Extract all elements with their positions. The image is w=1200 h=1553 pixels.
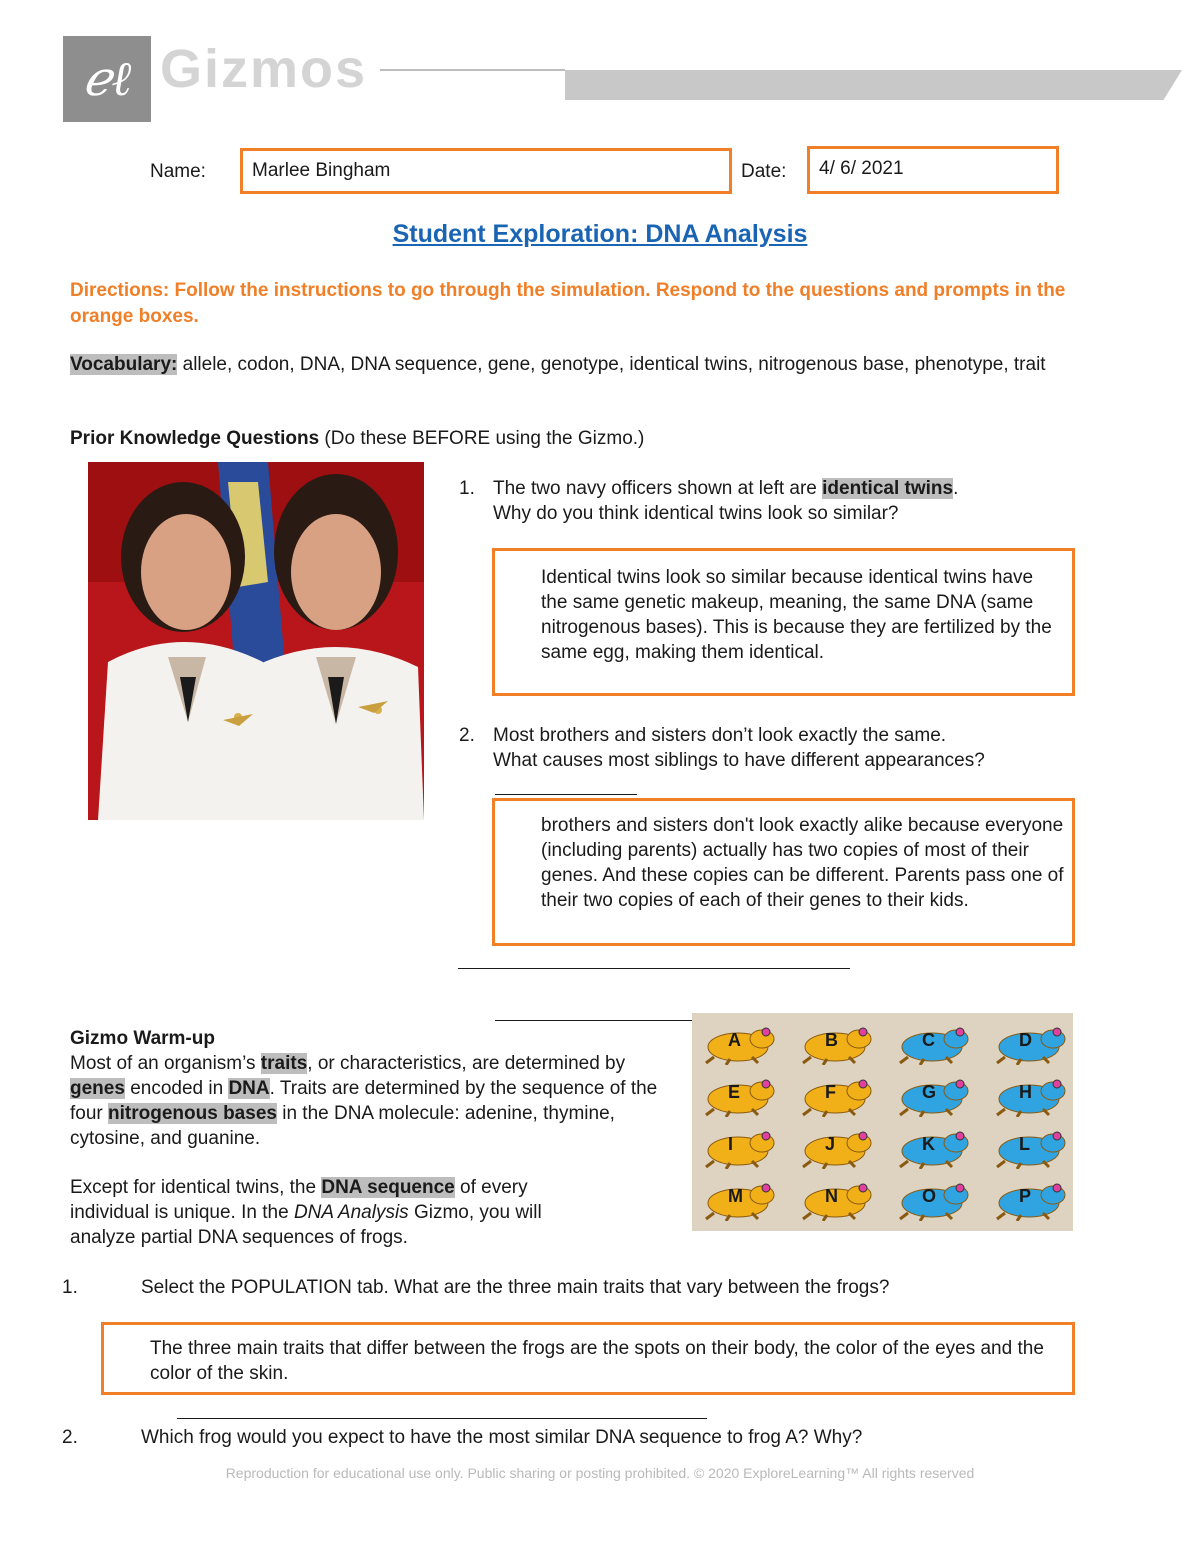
term-dna-sequence: DNA sequence xyxy=(321,1177,455,1198)
frog-label: P xyxy=(1019,1186,1032,1206)
frog-a xyxy=(700,1021,778,1065)
frog-p xyxy=(991,1177,1069,1221)
frog-k xyxy=(894,1125,972,1169)
frog-label: N xyxy=(825,1186,838,1206)
warmup-text: of every individual is unique. In the xyxy=(70,1177,528,1223)
frog-h xyxy=(991,1073,1069,1117)
name-field[interactable]: Marlee Bingham xyxy=(240,148,732,194)
prior-heading-bold: Prior Knowledge Questions xyxy=(70,428,320,449)
page-title: Student Exploration: DNA Analysis xyxy=(392,220,808,248)
prior-q2-text-b: What causes most siblings to have different appearances? xyxy=(493,750,985,771)
frog-label: H xyxy=(1019,1082,1032,1102)
prior-q1-text-a: The two navy officers shown at left are xyxy=(493,478,823,499)
name-label: Name: xyxy=(150,161,206,182)
frog-label: D xyxy=(1019,1030,1032,1050)
frog-icon xyxy=(797,1073,875,1117)
frog-label: B xyxy=(825,1030,838,1050)
vocabulary xyxy=(70,352,1060,377)
frog-l xyxy=(991,1125,1069,1169)
frog-label: L xyxy=(1019,1134,1030,1154)
frog-label: J xyxy=(825,1134,836,1154)
vocabulary-label: Vocabulary: xyxy=(70,354,178,375)
twins-photo xyxy=(88,462,424,820)
prior-q2-text-a: Most brothers and sisters don’t look exactly the same. xyxy=(493,725,947,746)
frog-o xyxy=(894,1177,972,1221)
term-dna: DNA xyxy=(228,1078,270,1099)
frog-n xyxy=(797,1177,875,1221)
warmup-heading: Gizmo Warm-up xyxy=(70,1028,215,1049)
frog-label: A xyxy=(728,1030,741,1050)
term-traits: traits xyxy=(260,1053,308,1074)
frog-label: M xyxy=(728,1186,743,1206)
frog-icon xyxy=(700,1125,778,1169)
warmup-text: Gizmo, you will analyze partial DNA sequences of frogs. xyxy=(70,1202,542,1248)
prior-subheading: (Do these BEFORE using the Gizmo.) xyxy=(319,428,645,449)
prior-answer-1[interactable]: Identical twins look so similar because identical twins have the same genetic makeup, meaning, the same DNA (same nitrogenous bases). This is because they are fertilized by the same egg, making them identical. xyxy=(492,548,1075,696)
prior-q1-text xyxy=(493,476,1073,526)
frog-i xyxy=(700,1125,778,1169)
frog-b xyxy=(797,1021,875,1065)
answer-line xyxy=(177,1418,707,1419)
answer-line xyxy=(495,1020,695,1021)
warmup-text: Most of an organism’s xyxy=(70,1053,261,1074)
prior-q1-highlight: identical twins xyxy=(822,478,954,499)
prior-knowledge-heading xyxy=(70,426,970,451)
frog-label: O xyxy=(922,1186,937,1206)
gizmos-wordmark: Gizmos xyxy=(160,39,368,99)
frog-label: I xyxy=(728,1134,734,1154)
warmup-paragraph-2 xyxy=(70,1175,610,1250)
frog-g xyxy=(894,1073,972,1117)
explorelearning-logo-icon: ℯℓ xyxy=(82,51,132,107)
term-genes: genes xyxy=(70,1078,125,1099)
frog-j xyxy=(797,1125,875,1169)
frog-population-grid xyxy=(692,1013,1073,1231)
frog-label: E xyxy=(728,1082,741,1102)
frog-c xyxy=(894,1021,972,1065)
warmup-text: in the DNA molecule: adenine, thymine, cytosine, and guanine. xyxy=(70,1103,615,1149)
prior-q1-number: 1. xyxy=(459,478,475,499)
frog-label: F xyxy=(825,1082,836,1102)
header-bar xyxy=(565,70,1182,100)
frog-icon xyxy=(797,1125,875,1169)
warmup-section xyxy=(70,1026,680,1151)
warmup-text: , or characteristics, are determined by xyxy=(307,1053,626,1074)
answer-line xyxy=(495,794,637,795)
prior-q2-text xyxy=(493,723,1073,773)
warmup-text: . Traits are determined by the sequence of the four xyxy=(70,1078,658,1124)
date-field[interactable]: 4/ 6/ 2021 xyxy=(807,146,1059,194)
term-nitrogenous-bases: nitrogenous bases xyxy=(108,1103,277,1124)
frog-f xyxy=(797,1073,875,1117)
prior-answer-2[interactable]: brothers and sisters don't look exactly alike because everyone (including parents) actually has two copies of most of their genes. And these copies can be different. Parents pass one of their two copies of each of their genes to their kids. xyxy=(492,798,1075,946)
directions: Directions: Follow the instructions to go through the simulation. Respond to the questions and prompts in the orange boxes. xyxy=(70,280,1066,327)
question-2-text: Which frog would you expect to have the most similar DNA sequence to frog A? Why? xyxy=(141,1427,863,1448)
answer-1[interactable]: The three main traits that differ between the frogs are the spots on their body, the color of the eyes and the color of the skin. xyxy=(101,1322,1075,1395)
frog-label: G xyxy=(922,1082,937,1102)
prior-q1-text-b: . xyxy=(953,478,959,499)
prior-q1-text-c: Why do you think identical twins look so similar? xyxy=(493,503,899,524)
footer-copyright: Reproduction for educational use only. Public sharing or posting prohibited. © 2020 ExploreLearning™ All rights reserved xyxy=(225,1465,975,1481)
answer-line xyxy=(458,968,850,969)
vocabulary-text: allele, codon, DNA, DNA sequence, gene, genotype, identical twins, nitrogenous base, phenotype, trait xyxy=(177,354,1046,375)
frog-e xyxy=(700,1073,778,1117)
frog-icon xyxy=(991,1125,1069,1169)
date-label: Date: xyxy=(741,161,787,182)
frog-m xyxy=(700,1177,778,1221)
gizmo-name: DNA Analysis xyxy=(293,1202,409,1223)
warmup-text: Except for identical twins, the xyxy=(70,1177,322,1198)
frog-d xyxy=(991,1021,1069,1065)
prior-q2-number: 2. xyxy=(459,725,475,746)
frog-label: C xyxy=(922,1030,935,1050)
question-1-text: Select the POPULATION tab. What are the three main traits that vary between the frogs? xyxy=(141,1277,890,1298)
question-2-number: 2. xyxy=(62,1427,78,1448)
header-divider xyxy=(380,69,565,71)
warmup-text: encoded in xyxy=(124,1078,229,1099)
frog-label: K xyxy=(922,1134,935,1154)
question-1-number: 1. xyxy=(62,1277,78,1298)
